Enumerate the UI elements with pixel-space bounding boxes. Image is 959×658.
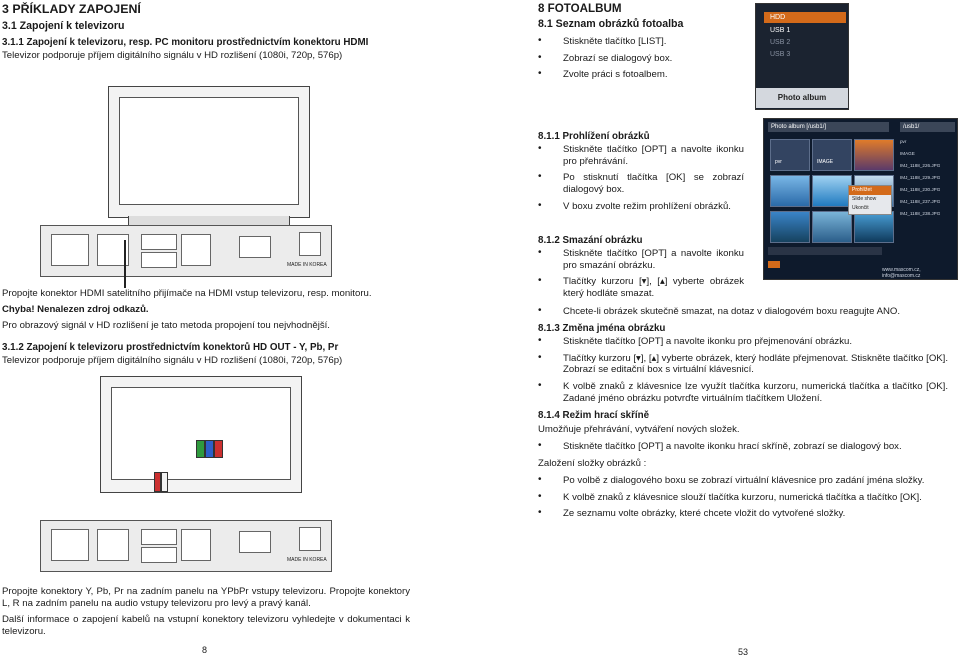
thumb-photo[interactable] <box>770 211 810 243</box>
menu-item-usb3: USB 3 <box>770 51 791 58</box>
section-8-1-1: 8.1.1 Prohlížení obrázků <box>538 131 650 142</box>
list-8-1-2-b <box>538 306 948 318</box>
album-footer: www.mascom.cz, info@mascom.cz <box>882 267 921 280</box>
popup-option-exit[interactable]: Ukončit <box>852 205 869 211</box>
list-8-1-2 <box>538 248 744 305</box>
file-list <box>900 136 954 220</box>
thumb-photo[interactable] <box>854 211 894 243</box>
list-item: • Tlačítky kurzoru [▾], [▴] vyberte obrázek, který hodláte přejmenovat. Stiskněte tlačítko [OK]. Zobrazí se editační box s virtuální klávesnicí. <box>538 353 948 376</box>
thumb-folder-pvr[interactable]: pvr <box>770 139 810 171</box>
page-number-right: 53 <box>738 647 749 657</box>
menu-item-hdd: HDD <box>764 12 846 23</box>
file-item[interactable]: pvr <box>900 139 907 144</box>
paragraph-hd-support-2: Televizor podporuje příjem digitálního signálu v HD rozlišení (1080i, 720p, 576p) <box>2 355 343 366</box>
file-item[interactable]: IMAGE <box>900 151 915 156</box>
made-in-label-2: MADE IN KOREA <box>287 557 327 563</box>
paragraph-best-method: Pro obrazový signál v HD rozlišení je tato metoda propojení tou nejvhodnější. <box>2 320 330 331</box>
list-item: • V boxu zvolte režim prohlížení obrázků. <box>538 201 744 213</box>
menu-footer: Photo album <box>756 88 848 108</box>
paragraph-jukebox: Umožňuje přehrávání, vytváření nových složek. <box>538 424 740 435</box>
file-item[interactable]: IMJ_1188_237.JPG <box>900 199 941 204</box>
made-in-label: MADE IN KOREA <box>287 262 327 268</box>
chapter-title-right: 8 FOTOALBUM <box>538 2 622 15</box>
list-item: • Zobrazí se dialogový box. <box>538 53 748 65</box>
list-item: • Stiskněte tlačítko [OPT] a navolte ikonku pro přehrávání. <box>538 144 744 167</box>
menu-item-usb2: USB 2 <box>770 39 791 46</box>
chapter-title: 3 PŘÍKLADY ZAPOJENÍ <box>2 2 141 16</box>
list-item: • Ze seznamu volte obrázky, které chcete vložit do vytvořené složky. <box>538 508 948 520</box>
subsection-3-1-1: 3.1.1 Zapojení k televizoru, resp. PC monitoru prostřednictvím konektoru HDMI <box>2 37 369 48</box>
list-item: • Po volbě z dialogového boxu se zobrazí virtuální klávesnice pro zadání jména složky. <box>538 475 948 487</box>
list-folder <box>538 475 948 520</box>
file-item[interactable]: IMJ_1188_229.JPG <box>900 175 941 180</box>
file-item[interactable]: IMJ_1188_238.JPG <box>900 211 941 216</box>
section-title: 3.1 Zapojení k televizoru <box>2 20 125 32</box>
receiver-back-panel-2 <box>40 520 332 572</box>
thumb-photo[interactable] <box>812 211 852 243</box>
component-cable <box>196 440 222 470</box>
tv-illustration <box>108 86 310 218</box>
list-8-1-3 <box>538 336 948 405</box>
list-8-1-4 <box>538 441 948 453</box>
list-item: • Stiskněte tlačítko [OPT] a navolte ikonku pro smazání obrázku. <box>538 248 744 271</box>
section-8-1: 8.1 Seznam obrázků fotoalba <box>538 18 684 30</box>
subsection-3-1-2: 3.1.2 Zapojení k televizoru prostřednictvím konektorů HD OUT - Y, Pb, Pr <box>2 342 339 353</box>
paragraph-connect: Propojte konektory Y, Pb, Pr na zadním panelu na YPbPr vstupy televizoru. Propojte konektory L, R na zadním panelu na audio vstupy televizoru pro levý a pravý kanál. <box>2 586 410 609</box>
menu-screenshot <box>755 3 849 110</box>
list-8-1 <box>538 36 748 81</box>
menu-item-usb1: USB 1 <box>770 27 791 34</box>
list-item: • Po stisknutí tlačítka [OK] se zobrazí dialogový box. <box>538 172 744 195</box>
hdmi-cable <box>124 240 126 288</box>
thumb-folder-image[interactable]: IMAGE <box>812 139 852 171</box>
thumb-photo[interactable] <box>812 175 852 207</box>
paragraph-hd-support: Televizor podporuje příjem digitálního signálu v HD rozlišení (1080i, 720p, 576p) <box>2 50 343 61</box>
section-8-1-3: 8.1.3 Změna jména obrázku <box>538 323 666 334</box>
list-item: • K volbě znaků z klávesnice lze využít tlačítka kurzoru, numerická tlačítka a tlačítko [OK]. Zadané jméno obrázku potvrďte virtuálním tlačítkem Uložení. <box>538 381 948 404</box>
tv-illustration-2 <box>100 376 302 493</box>
album-status-bar <box>768 247 882 255</box>
section-8-1-2: 8.1.2 Smazání obrázku <box>538 235 643 246</box>
file-item[interactable]: IMJ_1188_230.JPG <box>900 187 941 192</box>
file-item[interactable]: IMJ_1188_226.JPG <box>900 163 941 168</box>
list-item: • Stiskněte tlačítko [OPT] a navolte ikonku pro přejmenování obrázku. <box>538 336 948 348</box>
photo-album-screenshot <box>763 118 958 280</box>
list-item: • Zvolte práci s fotoalbem. <box>538 69 748 81</box>
thumb-photo[interactable] <box>854 139 894 171</box>
album-title: Photo album [/usb1/] <box>768 122 889 132</box>
list-item: • Tlačítky kurzoru [▾], [▴] vyberte obrázek který hodláte smazat. <box>538 276 744 299</box>
section-8-1-4: 8.1.4 Režim hrací skříně <box>538 410 650 421</box>
audio-cable <box>154 472 168 492</box>
list-item: • Stiskněte tlačítko [LIST]. <box>538 36 748 48</box>
paragraph-info: Další informace o zapojení kabelů na vstupní konektory televizoru vyhledejte v dokumentaci k televizoru. <box>2 614 410 637</box>
folder-heading: Založení složky obrázků : <box>538 458 647 469</box>
album-path: /usb1/ <box>900 122 955 132</box>
popup-option-view[interactable]: Prohlížet <box>849 186 891 195</box>
list-8-1-1 <box>538 144 744 213</box>
list-item: • Stiskněte tlačítko [OPT] a navolte ikonku hrací skříně, zobrazí se dialogový box. <box>538 441 948 453</box>
list-item: • Chcete-li obrázek skutečně smazat, na dotaz v dialogovém boxu reagujte ANO. <box>538 306 948 318</box>
page-number-left: 8 <box>202 645 208 655</box>
popup-option-slideshow[interactable]: Slide show <box>852 196 877 202</box>
paragraph-hdmi: Propojte konektor HDMI satelitního přijímače na HDMI vstup televizoru, resp. monitoru. <box>2 288 372 299</box>
thumb-photo[interactable] <box>770 175 810 207</box>
receiver-back-panel <box>40 225 332 277</box>
list-item: • K volbě znaků z klávesnice slouží tlačítka kurzoru, numerická tlačítka a tlačítko [OK]. <box>538 492 948 504</box>
color-key-icon <box>768 261 780 268</box>
error-heading: Chyba! Nenalezen zdroj odkazů. <box>2 304 149 315</box>
view-mode-popup <box>848 185 892 215</box>
